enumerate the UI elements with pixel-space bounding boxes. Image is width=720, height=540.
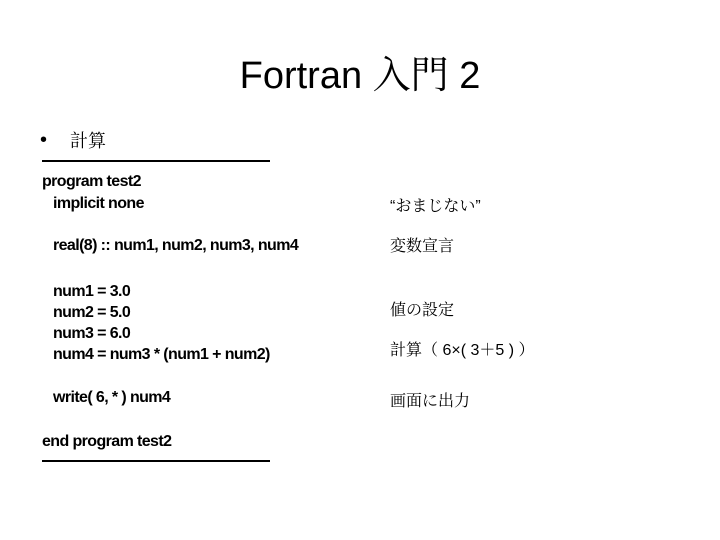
code-line-assign3: num3 = 6.0 (53, 325, 131, 342)
code-line-compute: num4 = num3 * (num1 + num2) (53, 346, 270, 363)
top-divider (42, 160, 270, 162)
note-implicit: “おまじない” (390, 198, 481, 215)
code-line-implicit: implicit none (53, 195, 144, 212)
note-declare: 変数宣言 (390, 238, 455, 255)
bottom-divider (42, 460, 270, 462)
note-write: 画面に出力 (390, 393, 471, 410)
bullet-item (40, 127, 106, 153)
bullet-dot-icon: • (40, 128, 48, 151)
code-line-assign2: num2 = 5.0 (53, 304, 131, 321)
bullet-text: 計算 (70, 131, 106, 151)
code-line-write: write( 6, * ) num4 (53, 389, 171, 406)
code-line-assign1: num1 = 3.0 (53, 283, 131, 300)
code-line-end: end program test2 (42, 433, 172, 450)
note-compute: 計算（ 6×( 3＋5 ) ） (390, 342, 535, 359)
code-line-program: program test2 (42, 173, 141, 190)
slide-title: Fortran 入門 2 (239, 55, 481, 97)
note-assign: 値の設定 (390, 302, 455, 319)
code-line-declare: real(8) :: num1, num2, num3, num4 (53, 237, 299, 254)
